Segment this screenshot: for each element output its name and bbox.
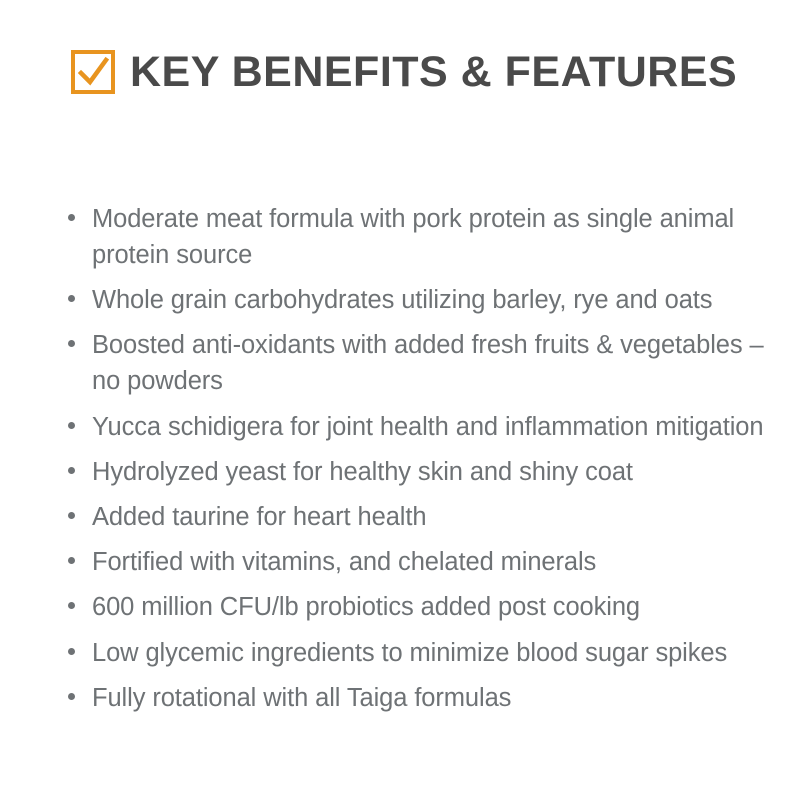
list-item-text: Low glycemic ingredients to minimize blood sugar spikes <box>92 638 728 667</box>
list-item-text: Whole grain carbohydrates utilizing barley, rye and oats <box>92 286 713 314</box>
list-item-text: Boosted anti-oxidants with added fresh fruits & vegetables – no powders <box>92 331 764 396</box>
benefits-list <box>30 201 770 716</box>
list-item-text: 600 million CFU/lb probiotics added post cooking <box>92 593 640 622</box>
section-header <box>30 22 770 123</box>
list-item-text: Moderate meat formula with pork protein as single animal protein source <box>92 204 735 269</box>
list-item <box>30 544 770 580</box>
list-item <box>30 282 770 318</box>
bullet-icon <box>68 214 75 221</box>
list-item <box>30 589 770 625</box>
list-item <box>30 327 770 399</box>
bullet-icon <box>68 295 75 302</box>
list-item <box>30 201 770 273</box>
bullet-icon <box>68 422 75 429</box>
bullet-icon <box>68 467 75 474</box>
list-item <box>30 635 770 671</box>
list-item <box>30 454 770 490</box>
list-item <box>30 680 770 716</box>
list-item <box>30 409 770 445</box>
bullet-icon <box>68 340 75 347</box>
list-item <box>30 499 770 535</box>
list-item-text: Fully rotational with all Taiga formulas <box>92 683 512 712</box>
list-item-text: Fortified with vitamins, and chelated minerals <box>92 548 597 577</box>
bullet-icon <box>68 512 75 519</box>
bullet-icon <box>68 648 75 655</box>
list-item-text: Hydrolyzed yeast for healthy skin and shiny coat <box>92 457 633 486</box>
bullet-icon <box>68 557 75 564</box>
bullet-icon <box>68 693 75 700</box>
bullet-icon <box>68 602 75 609</box>
checkbox-checked-icon <box>70 49 116 95</box>
page-title: KEY BENEFITS & FEATURES <box>130 47 738 96</box>
list-item-text: Added taurine for heart health <box>92 503 427 532</box>
list-item-text: Yucca schidigera for joint health and inflammation mitigation <box>92 412 764 441</box>
